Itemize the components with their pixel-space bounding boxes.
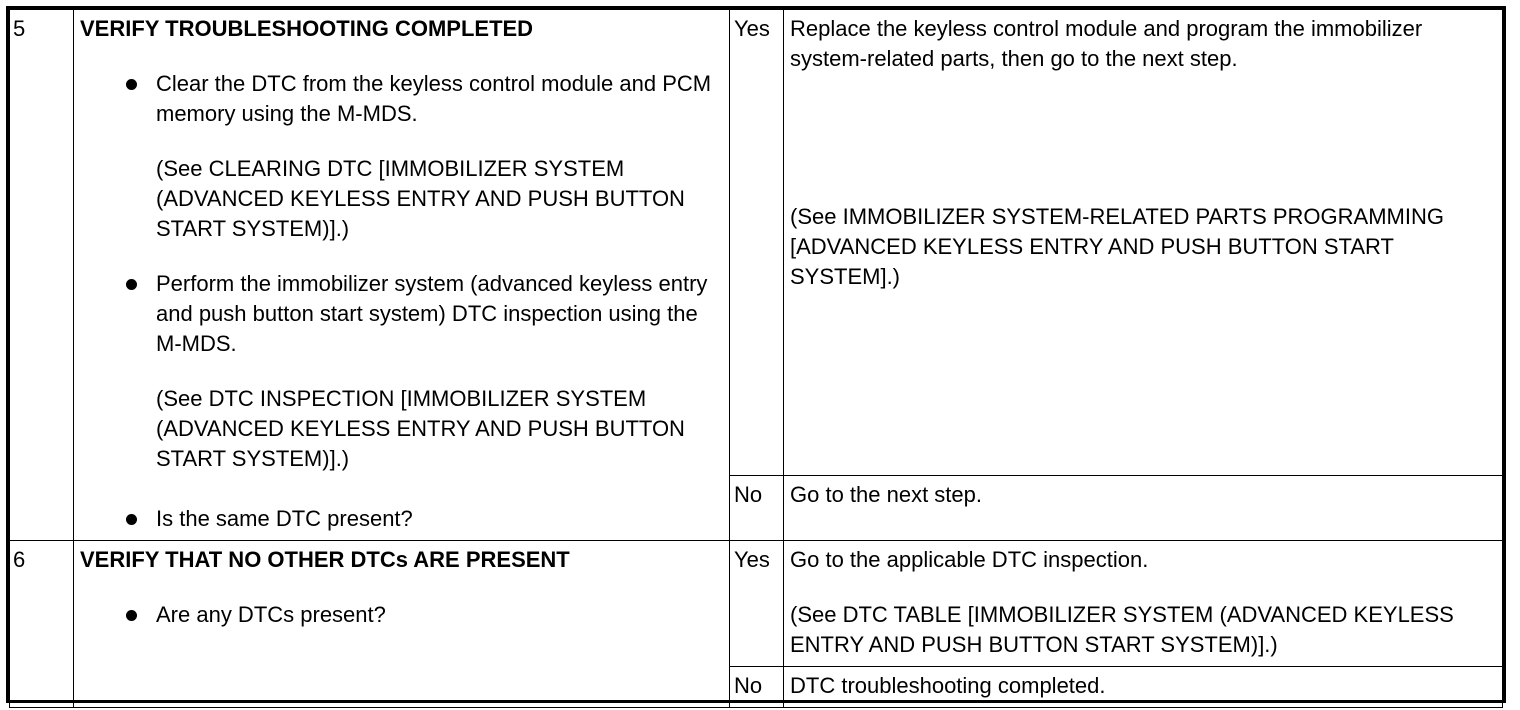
inspection-reference: (See DTC INSPECTION [IMMOBILIZER SYSTEM (ADVANCED KEYLESS ENTRY AND PUSH BUTTON START SYSTEM)].) <box>156 386 685 471</box>
inspection-item-text: Are any DTCs present? <box>156 602 386 627</box>
inspection-item-text: Clear the DTC from the keyless control module and PCM memory using the M-MDS. <box>156 71 712 126</box>
troubleshooting-table <box>9 9 1503 708</box>
inspection-item <box>126 504 723 534</box>
inspection-item <box>126 269 723 474</box>
no-action-text: Go to the next step. <box>790 482 983 508</box>
yes-action-text: Replace the keyless control module and program the immobilizer system-related parts, then go to the next step. <box>790 16 1423 71</box>
bullet-icon <box>126 610 137 621</box>
yes-action-cell <box>784 10 1503 476</box>
no-action-cell <box>784 667 1503 708</box>
step-number: 5 <box>10 10 74 541</box>
inspection-list <box>80 69 723 534</box>
bullet-icon <box>126 279 137 290</box>
step-title: VERIFY TROUBLESHOOTING COMPLETED <box>80 16 534 41</box>
yes-action-reference: (See DTC TABLE [IMMOBILIZER SYSTEM (ADVANCED KEYLESS ENTRY AND PUSH BUTTON START SYSTEM)].) <box>790 602 1454 657</box>
no-action-cell <box>784 476 1503 541</box>
yes-label: Yes <box>730 541 784 667</box>
inspection-item <box>126 600 723 630</box>
spacer <box>790 575 1496 600</box>
yes-label: Yes <box>730 10 784 476</box>
step-5-yes-row <box>10 10 1503 476</box>
inspection-item-text: Perform the immobilizer system (advanced keyless entry and push button start system) DTC inspection using the M-MDS. <box>156 271 708 356</box>
step-number: 6 <box>10 541 74 708</box>
no-action-text: DTC troubleshooting completed. <box>790 673 1106 698</box>
yes-action-reference: (See IMMOBILIZER SYSTEM-RELATED PARTS PROGRAMMING [ADVANCED KEYLESS ENTRY AND PUSH BUTTON START SYSTEM].) <box>790 204 1444 289</box>
inspection-item <box>126 69 723 244</box>
inspection-reference: (See CLEARING DTC [IMMOBILIZER SYSTEM (ADVANCED KEYLESS ENTRY AND PUSH BUTTON START SYSTEM)].) <box>156 156 685 241</box>
spacer <box>790 74 1496 202</box>
inspection-cell <box>74 10 730 541</box>
bullet-icon <box>126 79 137 90</box>
step-6-yes-row <box>10 541 1503 667</box>
inspection-cell <box>74 541 730 708</box>
troubleshooting-table-page <box>6 6 1506 703</box>
inspection-item-text: Is the same DTC present? <box>156 506 413 531</box>
no-label: No <box>730 476 784 541</box>
inspection-list <box>80 600 723 630</box>
yes-action-cell <box>784 541 1503 667</box>
bullet-icon <box>126 514 137 525</box>
yes-action-text: Go to the applicable DTC inspection. <box>790 547 1149 572</box>
step-title: VERIFY THAT NO OTHER DTCs ARE PRESENT <box>80 547 570 572</box>
no-label: No <box>730 667 784 708</box>
